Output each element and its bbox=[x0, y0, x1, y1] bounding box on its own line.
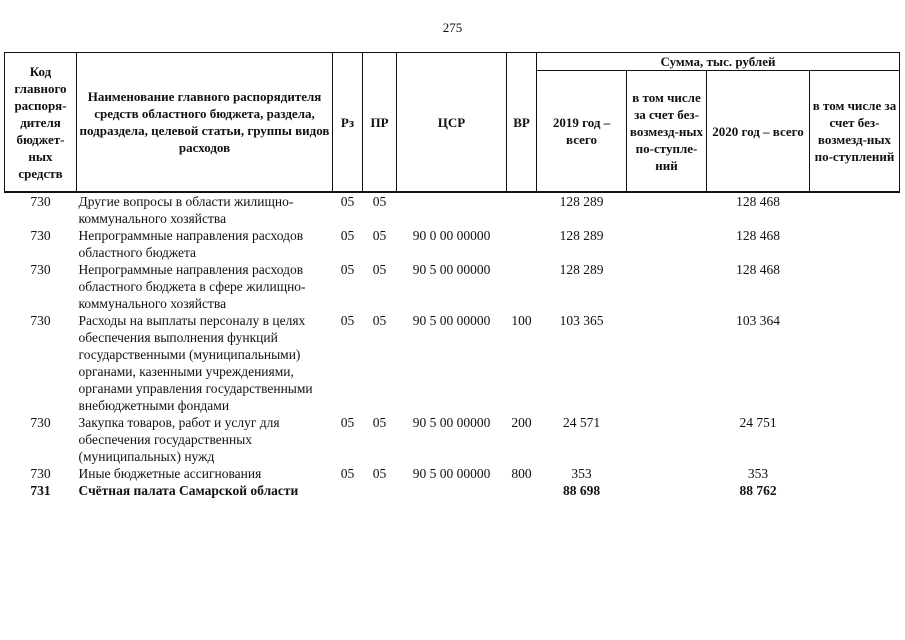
cell-name: Счётная палата Самарской области bbox=[78, 483, 299, 498]
cell-pr bbox=[363, 482, 397, 499]
cell-2020-free bbox=[810, 192, 900, 227]
cell-pr: 05 bbox=[372, 415, 387, 430]
cell-pr: 05 bbox=[372, 466, 387, 481]
cell-2020-free bbox=[810, 482, 900, 499]
cell-name: Иные бюджетные ассигнования bbox=[78, 466, 262, 481]
cell-2019-total: 88 698 bbox=[562, 483, 601, 498]
cell-2019-total: 128 289 bbox=[559, 262, 604, 277]
header-code: Код главного распоря-дителя бюджет-ных средств bbox=[5, 53, 77, 193]
page-number: 275 bbox=[442, 20, 463, 35]
cell-vr: 800 bbox=[511, 466, 532, 481]
header-sum: Сумма, тыс. рублей bbox=[537, 53, 900, 71]
budget-table bbox=[4, 52, 900, 499]
cell-2019-free bbox=[627, 414, 707, 465]
cell-rz: 05 bbox=[340, 466, 355, 481]
cell-name: Непрограммные направления расходов областного бюджета в сфере жилищно-коммунального хозяйства bbox=[78, 262, 306, 311]
cell-csr: 90 0 00 00000 bbox=[412, 228, 491, 243]
cell-code: 730 bbox=[30, 415, 51, 430]
header-pr: ПР bbox=[363, 53, 397, 193]
cell-code: 730 bbox=[30, 466, 51, 481]
cell-name: Расходы на выплаты персоналу в целях обеспечения выполнения функций государственными (муниципальными) органами, казенными учреждениями, органами управления государственными внебюджетными фондами bbox=[78, 313, 313, 413]
cell-2020-total: 128 468 bbox=[736, 262, 780, 277]
cell-2020-total: 353 bbox=[747, 466, 769, 481]
cell-csr bbox=[397, 192, 507, 227]
table-row bbox=[5, 227, 900, 261]
header-2020-free: в том числе за счет без-возмезд-ных по-ступлений bbox=[810, 71, 900, 193]
cell-pr: 05 bbox=[372, 194, 387, 209]
header-csr: ЦСР bbox=[397, 53, 507, 193]
header-2019-total: 2019 год – всего bbox=[537, 71, 627, 193]
cell-csr bbox=[397, 482, 507, 499]
table-row bbox=[5, 312, 900, 414]
cell-2020-free bbox=[810, 227, 900, 261]
cell-2019-free bbox=[627, 227, 707, 261]
cell-2020-total: 103 364 bbox=[736, 313, 780, 328]
cell-2020-free bbox=[810, 261, 900, 312]
table-row bbox=[5, 465, 900, 482]
cell-2019-free bbox=[627, 192, 707, 227]
cell-2019-total: 128 289 bbox=[559, 228, 604, 243]
header-2020-total: 2020 год – всего bbox=[707, 71, 810, 193]
cell-vr bbox=[507, 482, 537, 499]
cell-code: 730 bbox=[30, 262, 51, 277]
table-row bbox=[5, 192, 900, 227]
table-row bbox=[5, 414, 900, 465]
cell-name: Закупка товаров, работ и услуг для обеспечения государственных (муниципальных) нужд bbox=[78, 415, 280, 464]
cell-2020-free bbox=[810, 414, 900, 465]
table-row bbox=[5, 482, 900, 499]
cell-2019-total: 128 289 bbox=[559, 194, 604, 209]
cell-pr: 05 bbox=[372, 313, 387, 328]
cell-csr: 90 5 00 00000 bbox=[412, 466, 491, 481]
cell-pr: 05 bbox=[372, 228, 387, 243]
cell-rz: 05 bbox=[340, 313, 355, 328]
header-rz: Рз bbox=[333, 53, 363, 193]
cell-vr bbox=[507, 192, 537, 227]
cell-code: 730 bbox=[30, 228, 51, 243]
cell-vr: 100 bbox=[511, 313, 532, 328]
cell-rz: 05 bbox=[340, 228, 355, 243]
cell-vr bbox=[507, 261, 537, 312]
cell-2020-total: 128 468 bbox=[736, 194, 780, 209]
cell-2019-free bbox=[627, 482, 707, 499]
cell-2019-free bbox=[627, 465, 707, 482]
cell-csr: 90 5 00 00000 bbox=[412, 415, 491, 430]
cell-csr: 90 5 00 00000 bbox=[412, 313, 491, 328]
cell-code: 730 bbox=[30, 313, 51, 328]
table-row bbox=[5, 261, 900, 312]
cell-name: Другие вопросы в области жилищно-коммунального хозяйства bbox=[78, 194, 294, 226]
cell-2019-total: 103 365 bbox=[559, 313, 604, 328]
cell-vr bbox=[507, 227, 537, 261]
cell-2020-free bbox=[810, 312, 900, 414]
header-2019-free: в том числе за счет без-возмезд-ных по-ступле-ний bbox=[627, 71, 707, 193]
cell-2020-total: 128 468 bbox=[736, 228, 780, 243]
cell-csr: 90 5 00 00000 bbox=[412, 262, 491, 277]
table-body bbox=[5, 192, 900, 499]
cell-2019-free bbox=[627, 261, 707, 312]
cell-2020-free bbox=[810, 465, 900, 482]
cell-pr: 05 bbox=[372, 262, 387, 277]
cell-rz: 05 bbox=[340, 415, 355, 430]
header-vr: ВР bbox=[507, 53, 537, 193]
cell-code: 730 bbox=[30, 194, 51, 209]
header-name: Наименование главного распорядителя средств областного бюджета, раздела, подраздела, целевой статьи, группы видов расходов bbox=[77, 53, 333, 193]
cell-2020-total: 88 762 bbox=[739, 483, 777, 498]
cell-2019-total: 24 571 bbox=[562, 415, 601, 430]
cell-2019-free bbox=[627, 312, 707, 414]
cell-2019-total: 353 bbox=[571, 466, 592, 481]
cell-rz: 05 bbox=[340, 194, 355, 209]
cell-code: 731 bbox=[30, 483, 51, 498]
table-header bbox=[5, 53, 900, 193]
cell-name: Непрограммные направления расходов областного бюджета bbox=[78, 228, 304, 260]
cell-rz: 05 bbox=[340, 262, 355, 277]
cell-2020-total: 24 751 bbox=[739, 415, 777, 430]
cell-rz bbox=[333, 482, 363, 499]
cell-vr: 200 bbox=[511, 415, 532, 430]
